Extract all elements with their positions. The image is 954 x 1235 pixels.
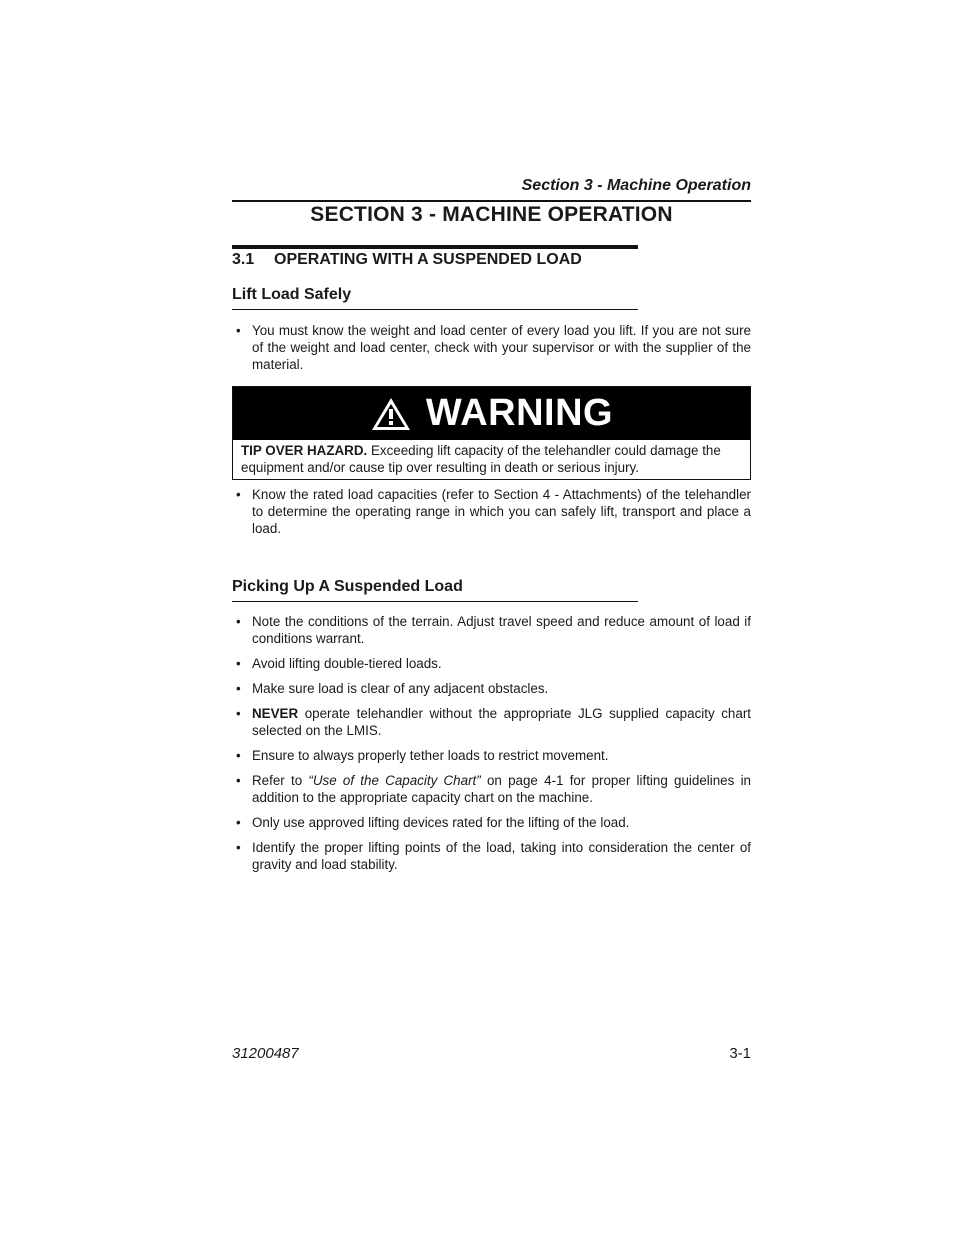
warning-label: WARNING [425,392,614,434]
topic-rule [232,601,638,602]
subsection-rule [232,245,638,249]
bullet-text: Ensure to always properly tether loads to restrict movement. [252,748,609,763]
topic-title-lift-load-safely: Lift Load Safely [232,286,352,303]
bullet-dot: • [236,773,241,788]
header-rule [232,200,751,202]
bullet-dot: • [236,323,241,338]
bullet-list-lift-load [232,322,751,381]
bullet-dot: • [236,681,241,696]
bullet-text-post: on page 4-1 for proper lifting guidelines in addition to the appropriate capacity chart on the machine. [252,773,751,805]
list-item [232,814,751,831]
subsection-heading [232,251,582,269]
warning-banner [233,387,750,440]
bullet-dot: • [236,487,241,502]
bullet-text: Only use approved lifting devices rated for the lifting of the load. [252,815,630,830]
bullet-list-capacities [232,486,751,545]
bullet-dot: • [236,614,241,629]
subsection-number: 3.1 [232,251,255,268]
topic-title-picking-up: Picking Up A Suspended Load [232,578,463,595]
warning-lead: TIP OVER HAZARD. [241,443,368,458]
bullet-text: You must know the weight and load center of every load you lift. If you are not sure of the weight and load center, check with your supervisor or with the supplier of the material. [252,323,751,372]
bullet-dot: • [236,748,241,763]
bullet-text: Avoid lifting double-tiered loads. [252,656,442,671]
list-item [232,486,751,537]
bullet-text: operate telehandler without the appropriate JLG supplied capacity chart selected on the LMIS. [252,706,751,738]
bullet-list-picking-up [232,613,751,881]
warning-body: Exceeding lift capacity of the telehandler could damage the equipment and/or cause tip over resulting in death or serious injury. [241,443,721,475]
warning-box [232,386,751,480]
running-header: Section 3 - Machine Operation [521,177,751,194]
bullet-text: Identify the proper lifting points of the load, taking into consideration the center of gravity and load stability. [252,840,751,872]
bullet-dot: • [236,656,241,671]
bullet-text-pre: Refer to [252,773,309,788]
warning-triangle-icon [370,396,412,432]
list-item [232,322,751,373]
list-item [232,747,751,764]
bullet-text: Note the conditions of the terrain. Adjust travel speed and reduce amount of load if conditions warrant. [252,614,751,646]
bullet-text: Make sure load is clear of any adjacent obstacles. [252,681,549,696]
list-item [232,680,751,697]
topic-rule [232,309,638,310]
never-emphasis: NEVER [252,706,299,721]
warning-text [233,440,750,476]
bullet-dot: • [236,815,241,830]
page-number: 3-1 [729,1045,751,1062]
bullet-dot: • [236,706,241,721]
document-number: 31200487 [232,1045,299,1062]
cross-reference-link[interactable]: “Use of the Capacity Chart” [308,773,481,788]
bullet-text: Know the rated load capacities (refer to Section 4 - Attachments) of the telehandler to determine the operating range in which you can safely lift, transport and place a load. [252,487,751,536]
section-title: SECTION 3 - MACHINE OPERATION [310,203,673,226]
list-item [232,613,751,647]
subsection-title: OPERATING WITH A SUSPENDED LOAD [274,251,582,268]
list-item [232,839,751,873]
list-item [232,772,751,806]
bullet-dot: • [236,840,241,855]
list-item [232,705,751,739]
list-item [232,655,751,672]
